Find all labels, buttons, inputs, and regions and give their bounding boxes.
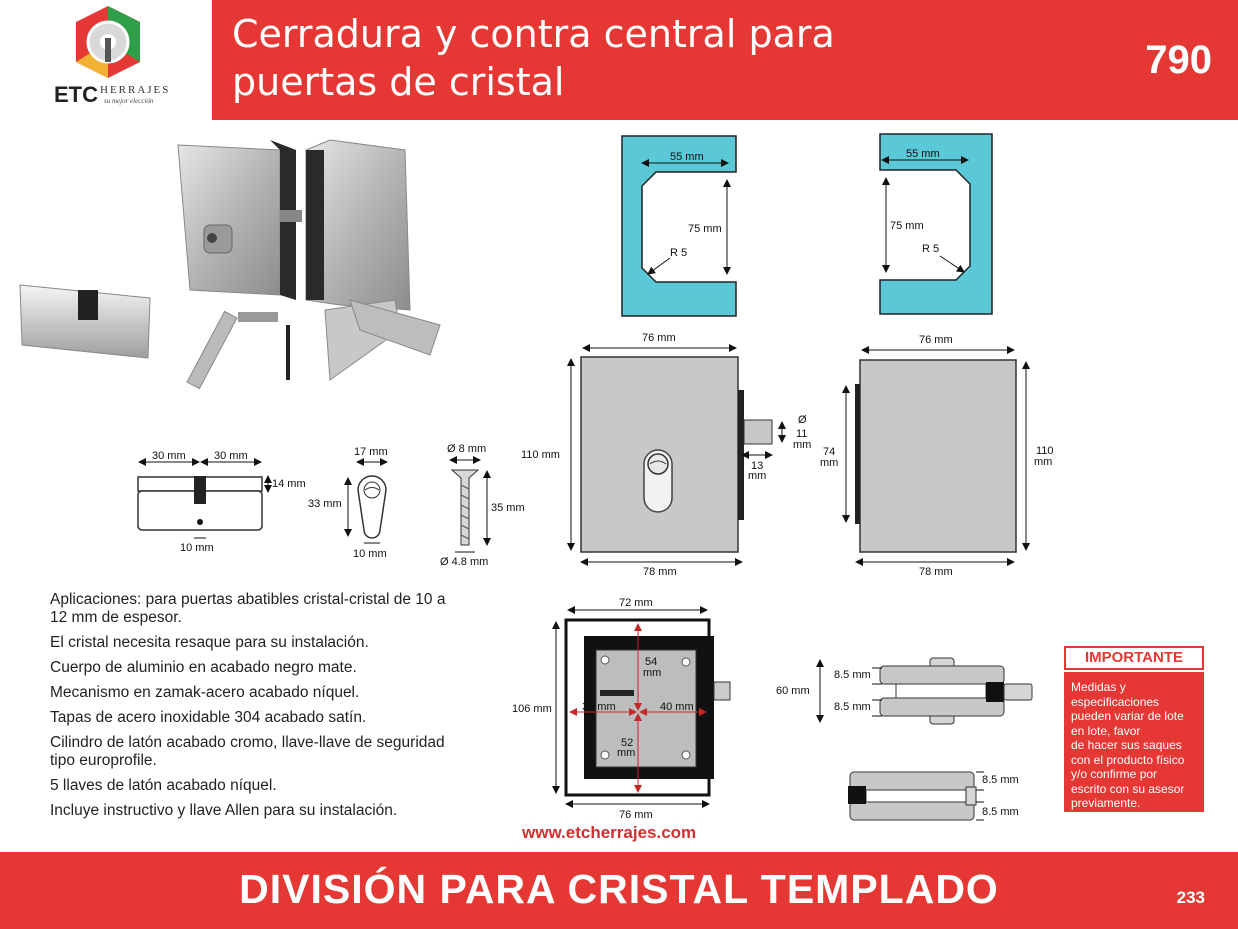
strike-front-view	[820, 334, 1054, 578]
feature-item: Cuerpo de aluminio en acabado negro mate.	[50, 659, 357, 676]
side-t1-dim: 8.5 mm	[834, 669, 871, 681]
cylinder-profile-diagram	[308, 446, 388, 560]
profile-bottom-dim: 10 mm	[353, 548, 387, 560]
cylinder-left-dim: 30 mm	[152, 450, 186, 462]
mechanism-diagram	[512, 597, 730, 821]
top-view-diagram	[848, 772, 1019, 820]
cutout1-height: 75 mm	[688, 223, 722, 235]
lock-bolt-dia-value: 11	[796, 428, 808, 440]
brand-tagline: su mejor elección	[104, 97, 154, 105]
side-height-dim: 60 mm	[776, 685, 810, 697]
profile-top-dim: 17 mm	[354, 446, 388, 458]
title-line-1: Cerradura y contra central para	[232, 12, 835, 56]
feature-item: 5 llaves de latón acabado níquel.	[50, 777, 277, 794]
product-number: 790	[1145, 38, 1212, 82]
feature-item: Aplicaciones: para puertas abatibles cristal-cristal de 10 a 12 mm de espesor.	[50, 591, 446, 626]
mechanism-top-dim: 72 mm	[619, 597, 653, 609]
brand-herrajes: HERRAJES	[100, 84, 171, 96]
profile-height-dim: 33 mm	[308, 498, 342, 510]
lock-bolt-dia-symbol: Ø	[798, 414, 807, 426]
cutout2-width: 55 mm	[906, 148, 940, 160]
cutout-diagram-1	[622, 136, 736, 316]
lock-front-view	[521, 332, 811, 578]
cylinder-height-dim: 14 mm	[272, 478, 306, 490]
cylinder-right-dim: 30 mm	[214, 450, 248, 462]
feature-item: Tapas de acero inoxidable 304 acabado satín.	[50, 709, 367, 726]
cutout-diagram-2	[880, 134, 992, 314]
strike-bottom-dim: 78 mm	[919, 566, 953, 578]
footer-title: DIVISIÓN PARA CRISTAL TEMPLADO	[239, 866, 999, 912]
screw-length-dim: 35 mm	[491, 502, 525, 514]
product-photo	[20, 140, 440, 389]
mechanism-lower-value: 52	[621, 737, 634, 749]
top-t2-dim: 8.5 mm	[982, 806, 1019, 818]
strike-top-dim: 76 mm	[919, 334, 953, 346]
lock-top-dim: 76 mm	[642, 332, 676, 344]
important-body: Medidas y especificaciones pueden variar de lote en lote, favor de hacer sus saques con el producto físico y/o confirme por escrito con su asesor previamente.	[1064, 672, 1204, 812]
screw-diagram	[440, 443, 525, 568]
feature-item: El cristal necesita resaque para su instalación.	[50, 634, 369, 651]
mechanism-upper-unit: mm	[643, 667, 662, 679]
side-t2-dim: 8.5 mm	[834, 701, 871, 713]
website-link[interactable]: www.etcherrajes.com	[522, 823, 697, 842]
strike-left-value: 74	[823, 446, 836, 458]
mechanism-right-dim: 40 mm	[660, 701, 694, 713]
feature-item: Incluye instructivo y llave Allen para su instalación.	[50, 802, 398, 819]
cutout2-height: 75 mm	[890, 220, 924, 232]
strike-left-unit: mm	[820, 457, 839, 469]
mechanism-bottom-dim: 76 mm	[619, 809, 653, 821]
features-list	[50, 591, 450, 827]
important-title: IMPORTANTE	[1064, 646, 1204, 670]
mechanism-lower-unit: mm	[617, 747, 636, 759]
lock-bolt-len-value: 13	[751, 460, 764, 472]
screw-head-dim: Ø 8 mm	[447, 443, 487, 455]
cutout1-width: 55 mm	[670, 151, 704, 163]
cutout1-radius: R 5	[670, 247, 688, 259]
lock-bolt-dia-unit: mm	[793, 439, 812, 451]
page-number: 233	[1176, 888, 1205, 907]
cylinder-diagram	[138, 450, 306, 554]
lock-bolt-len-unit: mm	[748, 470, 767, 482]
top-t1-dim: 8.5 mm	[982, 774, 1019, 786]
strike-right-value: 110	[1036, 445, 1054, 457]
mechanism-upper-value: 54	[645, 656, 658, 668]
lock-height-dim: 110 mm	[521, 449, 560, 461]
feature-item: Cilindro de latón acabado cromo, llave-llave de seguridad tipo europrofile.	[50, 734, 445, 769]
brand-etc: ETC	[54, 82, 98, 107]
side-view-diagram	[776, 658, 1032, 724]
feature-item: Mecanismo en zamak-acero acabado níquel.	[50, 684, 360, 701]
screw-shaft-dim: Ø 4.8 mm	[440, 556, 489, 568]
cylinder-bottom-dim: 10 mm	[180, 542, 214, 554]
mechanism-left-dim: 36 mm	[582, 701, 616, 713]
lock-bottom-dim: 78 mm	[643, 566, 677, 578]
strike-right-unit: mm	[1034, 456, 1053, 468]
mechanism-height-dim: 106 mm	[512, 703, 552, 715]
title-line-2: puertas de cristal	[232, 60, 565, 104]
cutout2-radius: R 5	[922, 243, 940, 255]
